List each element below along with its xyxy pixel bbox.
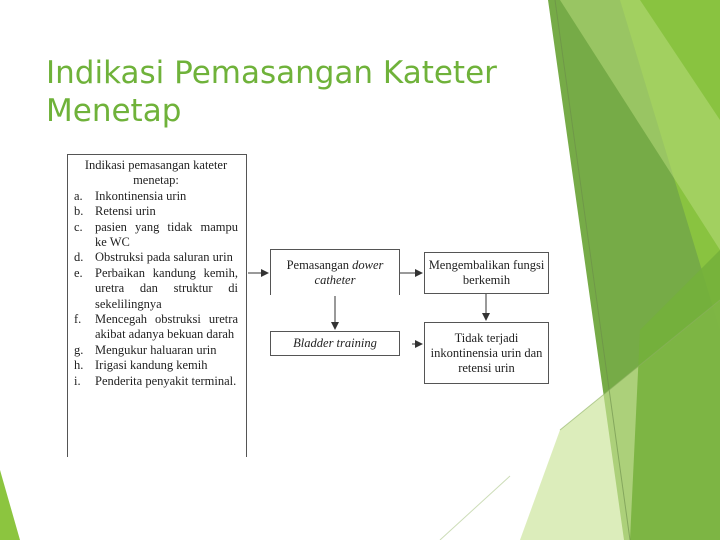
list-item-text: Irigasi kandung kemih	[95, 358, 208, 373]
insertion-node	[270, 249, 400, 295]
bladder-training-node	[270, 331, 400, 356]
list-item-text: pasien yang tidak mampu ke WC	[95, 219, 238, 250]
list-item-letter: d.	[74, 250, 84, 265]
list-item	[74, 374, 238, 389]
list-item-letter: f.	[74, 312, 82, 327]
decor-green-left-strip	[0, 470, 20, 540]
list-item-text: Mencegah obstruksi uretra akibat adanya bekuan darah	[95, 312, 238, 342]
list-item	[74, 189, 238, 204]
list-item	[74, 250, 238, 265]
list-item	[74, 343, 238, 358]
list-item	[74, 312, 238, 343]
list-item-text: Penderita penyakit terminal.	[95, 373, 237, 388]
list-item-text: Perbaikan kandung kemih, uretra dan struktur di sekelilingnya	[95, 265, 238, 311]
list-item-letter: h.	[74, 358, 84, 373]
list-item-letter: b.	[74, 204, 84, 219]
outcome-text: Tidak terjadi inkontinensia urin dan retensi urin	[430, 330, 543, 375]
list-item	[74, 358, 238, 373]
list-item-text: Obstruksi pada saluran urin	[95, 250, 233, 265]
outcome-node	[424, 322, 549, 384]
list-item	[74, 220, 238, 251]
list-item-letter: g.	[74, 342, 84, 357]
decor-thin-line-3	[440, 476, 510, 540]
restore-function-node	[424, 252, 549, 294]
restore-function-text: Mengembalikan fungsi berkemih	[428, 258, 545, 287]
slide-title: Indikasi Pemasangan Kateter Menetap	[46, 55, 497, 129]
list-item	[74, 266, 238, 312]
insertion-node-italic: dower catheter	[314, 257, 384, 287]
list-item-text: Retensi urin	[95, 204, 156, 219]
list-item-text: Inkontinensia urin	[95, 188, 187, 203]
list-item-letter: a.	[74, 188, 83, 203]
list-item-letter: c.	[74, 219, 83, 234]
bladder-training-text: Bladder training	[293, 336, 377, 350]
list-item-letter: e.	[74, 265, 83, 280]
list-item	[74, 204, 238, 219]
list-item-letter: i.	[74, 373, 81, 388]
list-item-text: Mengukur haluaran urin	[95, 342, 217, 357]
indications-list-box	[67, 154, 247, 457]
indications-heading: Indikasi pemasangan kateter menetap:	[84, 158, 228, 188]
insertion-node-text: Pemasangan	[286, 257, 353, 272]
